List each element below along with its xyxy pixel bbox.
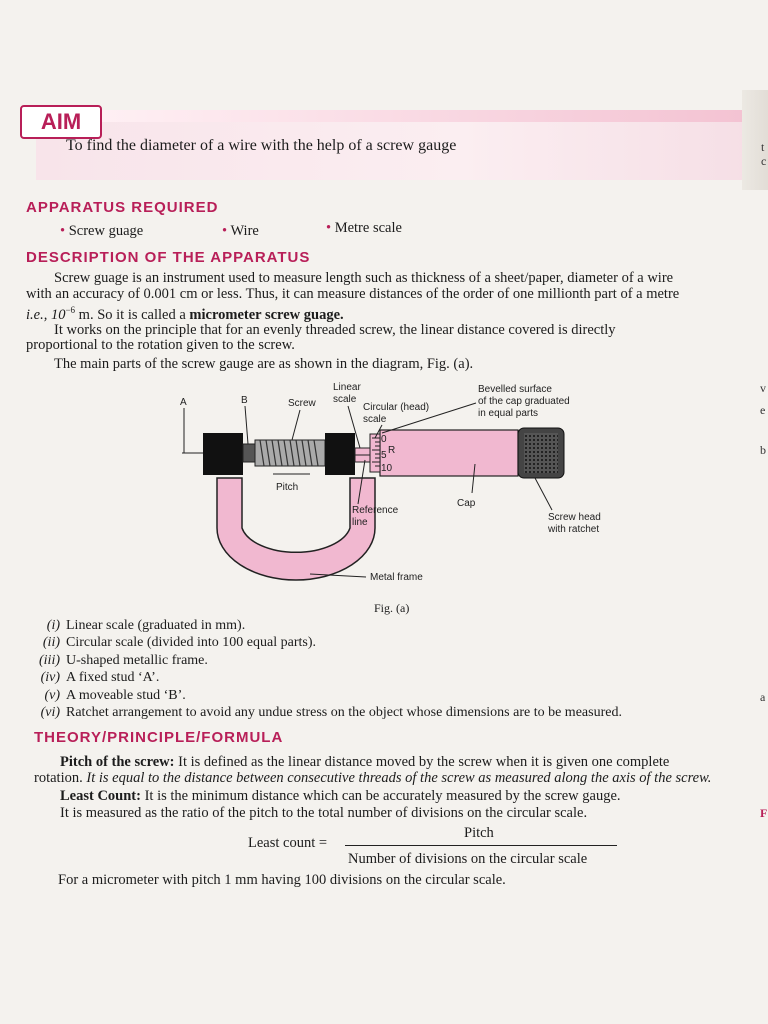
figure-caption: Fig. (a) (374, 601, 410, 615)
least-count-definition: Least Count: It is the minimum distance which can be accurately measured by the screw gauge. (60, 788, 621, 804)
apparatus-item-screw-gauge: • Screw guage (60, 223, 143, 239)
margin-char: a (760, 690, 766, 704)
scale-mark-r: R (388, 445, 396, 456)
pointer-b (245, 406, 248, 444)
pointer-screw (292, 410, 300, 440)
margin-char: F (760, 806, 768, 820)
theory-heading: THEORY/PRINCIPLE/FORMULA (34, 729, 284, 746)
label-cap: Cap (457, 498, 476, 509)
part-item: (iv) A fixed stud ‘A’. (40, 670, 160, 686)
formula-numerator: Pitch (464, 825, 494, 841)
description-p1-line1: Screw guage is an instrument used to measure length such as thickness of a sheet/paper, diameter of a wire (54, 270, 674, 286)
aim-title: AIM (20, 105, 102, 139)
description-p2-line1: It works on the principle that for an evenly threaded screw, the linear distance covered is directly (54, 322, 616, 338)
scale-mark-5: 5 (381, 450, 387, 461)
part-item: (v) A moveable stud ‘B’. (44, 687, 186, 703)
formula-denominator: Number of divisions on the circular scale (348, 851, 588, 867)
label-circular-scale: scale (363, 414, 387, 425)
description-p1-line2: with an accuracy of 0.001 cm or less. Thus, it can measure distances of the order of one millionth part of a metre (26, 286, 680, 302)
label-screw-head-1: Screw head (548, 512, 601, 523)
label-reference-2: line (352, 517, 368, 528)
label-a: A (180, 397, 187, 408)
part-item: (iii) U-shaped metallic frame. (39, 652, 208, 668)
label-screw-head-2: with ratchet (548, 524, 600, 535)
margin-char: c (761, 154, 767, 168)
margin-char: t (761, 140, 765, 154)
description-p1-line3: i.e., $10^{-6}$ m. So it is called a micrometer screw guage. (26, 305, 344, 323)
label-bevel-3: in equal parts (478, 408, 539, 419)
label-linear-scale: scale (333, 394, 357, 405)
margin-char: v (760, 381, 766, 395)
margin-char: b (760, 443, 766, 457)
screw-gauge-diagram (160, 378, 630, 600)
label-metal-frame: Metal frame (370, 572, 423, 583)
micrometer-example: For a micrometer with pitch 1 mm having 100 divisions on the circular scale. (58, 872, 506, 888)
pitch-definition-line2: rotation. It is equal to the distance between consecutive threads of the screw as measured along the axis of the screw. (34, 770, 712, 786)
description-p2-line2: proportional to the rotation given to the screw. (26, 337, 295, 353)
label-linear: Linear (333, 382, 361, 393)
apparatus-item-wire: • Wire (222, 223, 259, 239)
description-p3: The main parts of the screw gauge are as shown in the diagram, Fig. (a). (54, 356, 474, 372)
pitch-definition: Pitch of the screw: It is defined as the linear distance moved by the screw when it is given one complete (60, 754, 670, 770)
part-item: (i) Linear scale (graduated in mm). (46, 618, 246, 633)
part-item: (ii) Circular scale (divided into 100 equal parts). (42, 635, 316, 651)
frame-right-block (325, 433, 355, 475)
label-reference-1: Reference (352, 505, 399, 516)
parts-list (30, 617, 622, 721)
label-bevel-1: Bevelled surface (478, 384, 552, 395)
formula-lhs: Least count = (248, 835, 328, 851)
label-bevel-2: of the cap graduated (478, 396, 570, 407)
fixed-stud (243, 444, 255, 462)
stud-a-block (203, 433, 243, 475)
apparatus-heading: APPARATUS REQUIRED (26, 199, 219, 216)
metal-frame-shape (217, 478, 375, 580)
label-circular: Circular (head) (363, 402, 430, 413)
pointer-screw-head (535, 478, 552, 510)
label-b: B (241, 395, 248, 406)
aim-text: To find the diameter of a wire with the help of a screw gauge (66, 137, 457, 154)
formula-fraction-bar (345, 845, 617, 846)
aim-accent-bar (98, 110, 753, 122)
thimble-cap (380, 430, 518, 476)
least-count-line2: It is measured as the ratio of the pitch to the total number of divisions on the circular scale. (60, 805, 588, 821)
part-item: (vi) Ratchet arrangement to avoid any undue stress on the object whose dimensions are to be measured. (40, 705, 622, 721)
margin-char: e (760, 403, 766, 417)
description-heading: DESCRIPTION OF THE APPARATUS (26, 249, 311, 266)
apparatus-item-metre-scale: • Metre scale (326, 220, 402, 236)
label-pitch: Pitch (276, 482, 299, 493)
label-screw: Screw (288, 398, 316, 409)
scale-mark-0: 0 (381, 434, 387, 445)
scale-mark-10: 10 (381, 463, 393, 474)
ratchet-knurl (524, 433, 558, 473)
